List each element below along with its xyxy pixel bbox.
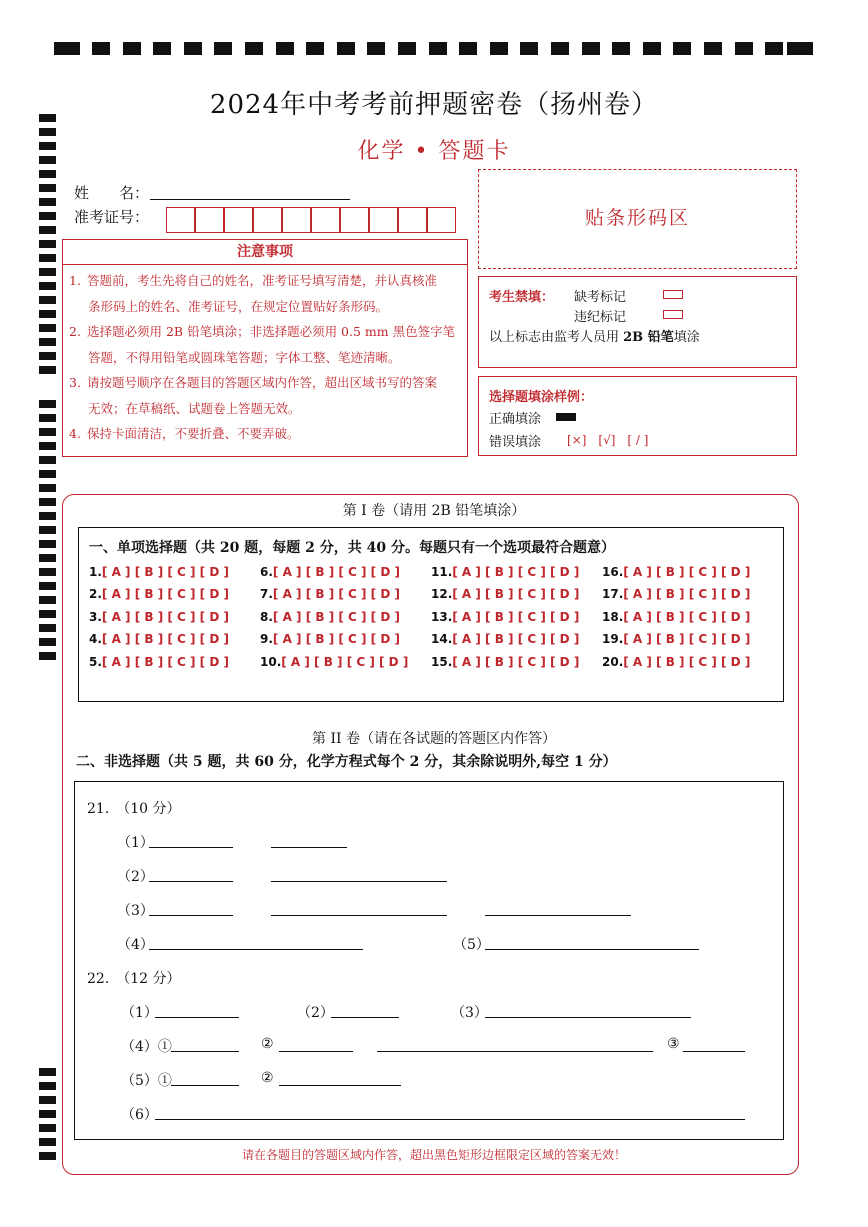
timing-mark: [276, 42, 294, 55]
timing-mark: [673, 42, 691, 55]
q21-label: 21. （10 分）: [87, 801, 181, 817]
q22-blank-3-label: （3）: [451, 1005, 488, 1021]
q22-blank-4-label: （4）①: [121, 1039, 172, 1055]
q21-blank-3c[interactable]: [485, 915, 631, 916]
examinee-forbidden-box: [478, 276, 797, 368]
part2-answer-box: [74, 781, 784, 1140]
id-digit-box[interactable]: [195, 207, 224, 233]
q21-blank-1b[interactable]: [271, 847, 347, 848]
timing-mark: [39, 596, 56, 604]
timing-mark: [337, 42, 355, 55]
top-timing-marks: [0, 42, 868, 56]
notice-box: [62, 239, 468, 457]
id-digit-box[interactable]: [398, 207, 427, 233]
timing-mark: [582, 42, 600, 55]
choice-question-3[interactable]: 3.[ A ] [ B ] [ C ] [ D ]: [89, 610, 229, 624]
id-digit-box[interactable]: [253, 207, 282, 233]
id-digit-box[interactable]: [427, 207, 456, 233]
part1-section-title: 一、单项选择题（共 20 题，每题 2 分，共 40 分。每题只有一个选项最符合题意）: [89, 540, 615, 556]
q21-blank-1-label: （1）: [117, 835, 154, 851]
timing-mark: [39, 1082, 56, 1090]
q22-blank-5a[interactable]: [171, 1085, 239, 1086]
timing-mark: [39, 470, 56, 478]
timing-mark: [39, 442, 56, 450]
choice-question-1[interactable]: 1.[ A ] [ B ] [ C ] [ D ]: [89, 565, 229, 579]
choice-question-20[interactable]: 20.[ A ] [ B ] [ C ] [ D ]: [602, 655, 751, 669]
timing-mark: [787, 42, 813, 55]
q22-blank-5b[interactable]: [279, 1085, 401, 1086]
q21-blank-4-label: （4）: [117, 937, 154, 953]
timing-mark: [39, 582, 56, 590]
timing-mark: [39, 610, 56, 618]
q21-blank-2b[interactable]: [271, 881, 447, 882]
choice-question-15[interactable]: 15.[ A ] [ B ] [ C ] [ D ]: [431, 655, 580, 669]
timing-mark: [39, 352, 56, 360]
q22-blank-4c[interactable]: [377, 1051, 653, 1052]
timing-mark: [39, 568, 56, 576]
q22-blank-1[interactable]: [155, 1017, 239, 1018]
choice-question-13[interactable]: 13.[ A ] [ B ] [ C ] [ D ]: [431, 610, 580, 624]
timing-mark: [306, 42, 324, 55]
q22-blank-6-label: （6）: [121, 1107, 158, 1123]
timing-mark: [39, 1096, 56, 1104]
notice-item-1: 1. 答题前，考生先将自己的姓名，准考证号填写清楚，并认真核准 条形码上的姓名、准考证号，在规定位置贴好条形码。: [69, 273, 437, 314]
timing-mark: [39, 268, 56, 276]
q21-blank-3a[interactable]: [149, 915, 233, 916]
q21-blank-2-label: （2）: [117, 869, 154, 885]
timing-mark: [39, 226, 56, 234]
card-subtitle: 化学 • 答题卡: [357, 139, 511, 164]
correct-fill-mark: [556, 413, 576, 421]
correct-fill-label: 正确填涂: [489, 412, 542, 427]
q21-blank-5-label: （5）: [453, 937, 490, 953]
timing-mark: [398, 42, 416, 55]
barcode-area: 贴条形码区: [478, 169, 797, 269]
q21-blank-3b[interactable]: [271, 915, 447, 916]
timing-mark: [39, 484, 56, 492]
timing-mark: [39, 170, 56, 178]
timing-mark: [551, 42, 569, 55]
timing-mark: [39, 400, 56, 408]
timing-mark: [54, 42, 80, 55]
choice-question-17[interactable]: 17.[ A ] [ B ] [ C ] [ D ]: [602, 587, 751, 601]
choice-question-6[interactable]: 6.[ A ] [ B ] [ C ] [ D ]: [260, 565, 400, 579]
timing-mark: [459, 42, 477, 55]
q22-blank-1-label: （1）: [121, 1005, 158, 1021]
q22-blank-4d-label: ③: [667, 1036, 680, 1052]
timing-mark: [643, 42, 661, 55]
part2-section-title: 二、非选择题（共 5 题，共 60 分，化学方程式每个 2 分，其余除说明外,每空 1 分）: [76, 754, 617, 770]
timing-mark: [39, 624, 56, 632]
timing-mark: [39, 554, 56, 562]
choice-question-14[interactable]: 14.[ A ] [ B ] [ C ] [ D ]: [431, 632, 580, 646]
absent-label: 缺考标记: [574, 290, 627, 305]
choice-question-11[interactable]: 11.[ A ] [ B ] [ C ] [ D ]: [431, 565, 580, 579]
wrong-fill-marks: [×] [√] [ / ]: [567, 433, 649, 447]
timing-mark: [39, 414, 56, 422]
timing-mark: [39, 212, 56, 220]
timing-mark: [490, 42, 508, 55]
id-digit-box[interactable]: [340, 207, 369, 233]
notice-item-4: 4. 保持卡面清洁，不要折叠、不要弄破。: [69, 426, 300, 441]
q22-blank-4b[interactable]: [279, 1051, 353, 1052]
choice-question-10[interactable]: 10.[ A ] [ B ] [ C ] [ D ]: [260, 655, 409, 669]
choice-question-8[interactable]: 8.[ A ] [ B ] [ C ] [ D ]: [260, 610, 400, 624]
choice-question-16[interactable]: 16.[ A ] [ B ] [ C ] [ D ]: [602, 565, 751, 579]
timing-mark: [39, 456, 56, 464]
name-label: 姓 名：: [74, 184, 150, 202]
q22-blank-3[interactable]: [485, 1017, 691, 1018]
timing-mark: [39, 184, 56, 192]
absent-mark-box[interactable]: [663, 290, 683, 299]
q21-blank-5[interactable]: [485, 949, 699, 950]
id-label: 准考证号：: [74, 208, 150, 226]
timing-mark: [39, 1068, 56, 1076]
timing-mark: [39, 296, 56, 304]
q22-label: 22. （12 分）: [87, 971, 181, 987]
id-digit-box[interactable]: [282, 207, 311, 233]
timing-mark: [367, 42, 385, 55]
choice-question-12[interactable]: 12.[ A ] [ B ] [ C ] [ D ]: [431, 587, 580, 601]
timing-mark: [39, 338, 56, 346]
q22-blank-5-label: （5）①: [121, 1073, 172, 1089]
part1-title: 第 I 卷（请用 2B 铅笔填涂）: [342, 503, 526, 519]
part2-title: 第 II 卷（请在各试题的答题区内作答）: [312, 731, 556, 747]
notice-heading: 注意事项: [63, 240, 467, 265]
timing-mark: [39, 198, 56, 206]
timing-mark: [39, 428, 56, 436]
id-digit-box[interactable]: [224, 207, 253, 233]
q21-blank-2a[interactable]: [149, 881, 233, 882]
notice-item-3: 3. 请按题号顺序在各题目的答题区域内作答，超出区域书写的答案 无效；在草稿纸、试题卷上答题无效。: [69, 375, 437, 416]
timing-mark: [520, 42, 538, 55]
q22-blank-2[interactable]: [331, 1017, 399, 1018]
footer-warning: 请在各题目的答题区域内作答，超出黑色矩形边框限定区域的答案无效！: [241, 1148, 626, 1162]
timing-mark: [123, 42, 141, 55]
q21-blank-1a[interactable]: [149, 847, 233, 848]
choice-question-9[interactable]: 9.[ A ] [ B ] [ C ] [ D ]: [260, 632, 400, 646]
q22-blank-6[interactable]: [155, 1119, 745, 1120]
q22-blank-4a[interactable]: [171, 1051, 239, 1052]
timing-mark: [153, 42, 171, 55]
timing-mark: [39, 366, 56, 374]
q21-blank-4[interactable]: [149, 949, 363, 950]
q22-blank-5b-label: ②: [261, 1070, 274, 1086]
choice-question-5[interactable]: 5.[ A ] [ B ] [ C ] [ D ]: [89, 655, 229, 669]
forbid-heading: 考生禁填：: [489, 290, 555, 305]
q22-blank-2-label: （2）: [297, 1005, 334, 1021]
timing-mark: [39, 1124, 56, 1132]
timing-mark: [92, 42, 110, 55]
id-digit-box[interactable]: [369, 207, 398, 233]
timing-mark: [39, 254, 56, 262]
q21-blank-3-label: （3）: [117, 903, 154, 919]
timing-mark: [765, 42, 783, 55]
id-digit-box[interactable]: [311, 207, 340, 233]
timing-mark: [39, 282, 56, 290]
violation-label: 违纪标记: [574, 310, 627, 325]
name-field[interactable]: [150, 199, 350, 200]
choice-question-18[interactable]: 18.[ A ] [ B ] [ C ] [ D ]: [602, 610, 751, 624]
wrong-fill-label: 错误填涂: [489, 435, 542, 450]
timing-mark: [39, 638, 56, 646]
choice-question-4[interactable]: 4.[ A ] [ B ] [ C ] [ D ]: [89, 632, 229, 646]
id-digit-box[interactable]: [166, 207, 195, 233]
violation-mark-box[interactable]: [663, 310, 683, 319]
timing-mark: [39, 240, 56, 248]
timing-mark: [39, 1110, 56, 1118]
notice-item-2: 2. 选择题必须用 2B 铅笔填涂；非选择题必须用 0.5 mm 黑色签字笔 答题，不得用铅笔或圆珠笔答题；字体工整、笔迹清晰。: [69, 324, 456, 365]
fill-sample-box: [478, 376, 797, 456]
timing-mark: [39, 1138, 56, 1146]
page-title: 2024年中考考前押题密卷（扬州卷）: [209, 90, 659, 120]
choice-question-2[interactable]: 2.[ A ] [ B ] [ C ] [ D ]: [89, 587, 229, 601]
q22-blank-4d[interactable]: [683, 1051, 745, 1052]
forbid-note: 以上标志由监考人员用 2B 铅笔填涂: [489, 330, 700, 345]
timing-mark: [214, 42, 232, 55]
timing-mark: [429, 42, 447, 55]
timing-mark: [735, 42, 753, 55]
choice-question-19[interactable]: 19.[ A ] [ B ] [ C ] [ D ]: [602, 632, 751, 646]
timing-mark: [39, 526, 56, 534]
timing-mark: [39, 310, 56, 318]
timing-mark: [612, 42, 630, 55]
timing-mark: [39, 324, 56, 332]
timing-mark: [184, 42, 202, 55]
timing-mark: [245, 42, 263, 55]
part1-choice-box: [78, 527, 784, 702]
sample-heading: 选择题填涂样例：: [489, 390, 594, 405]
timing-mark: [39, 652, 56, 660]
timing-mark: [39, 540, 56, 548]
timing-mark: [704, 42, 722, 55]
q22-blank-4b-label: ②: [261, 1036, 274, 1052]
choice-question-7[interactable]: 7.[ A ] [ B ] [ C ] [ D ]: [260, 587, 400, 601]
